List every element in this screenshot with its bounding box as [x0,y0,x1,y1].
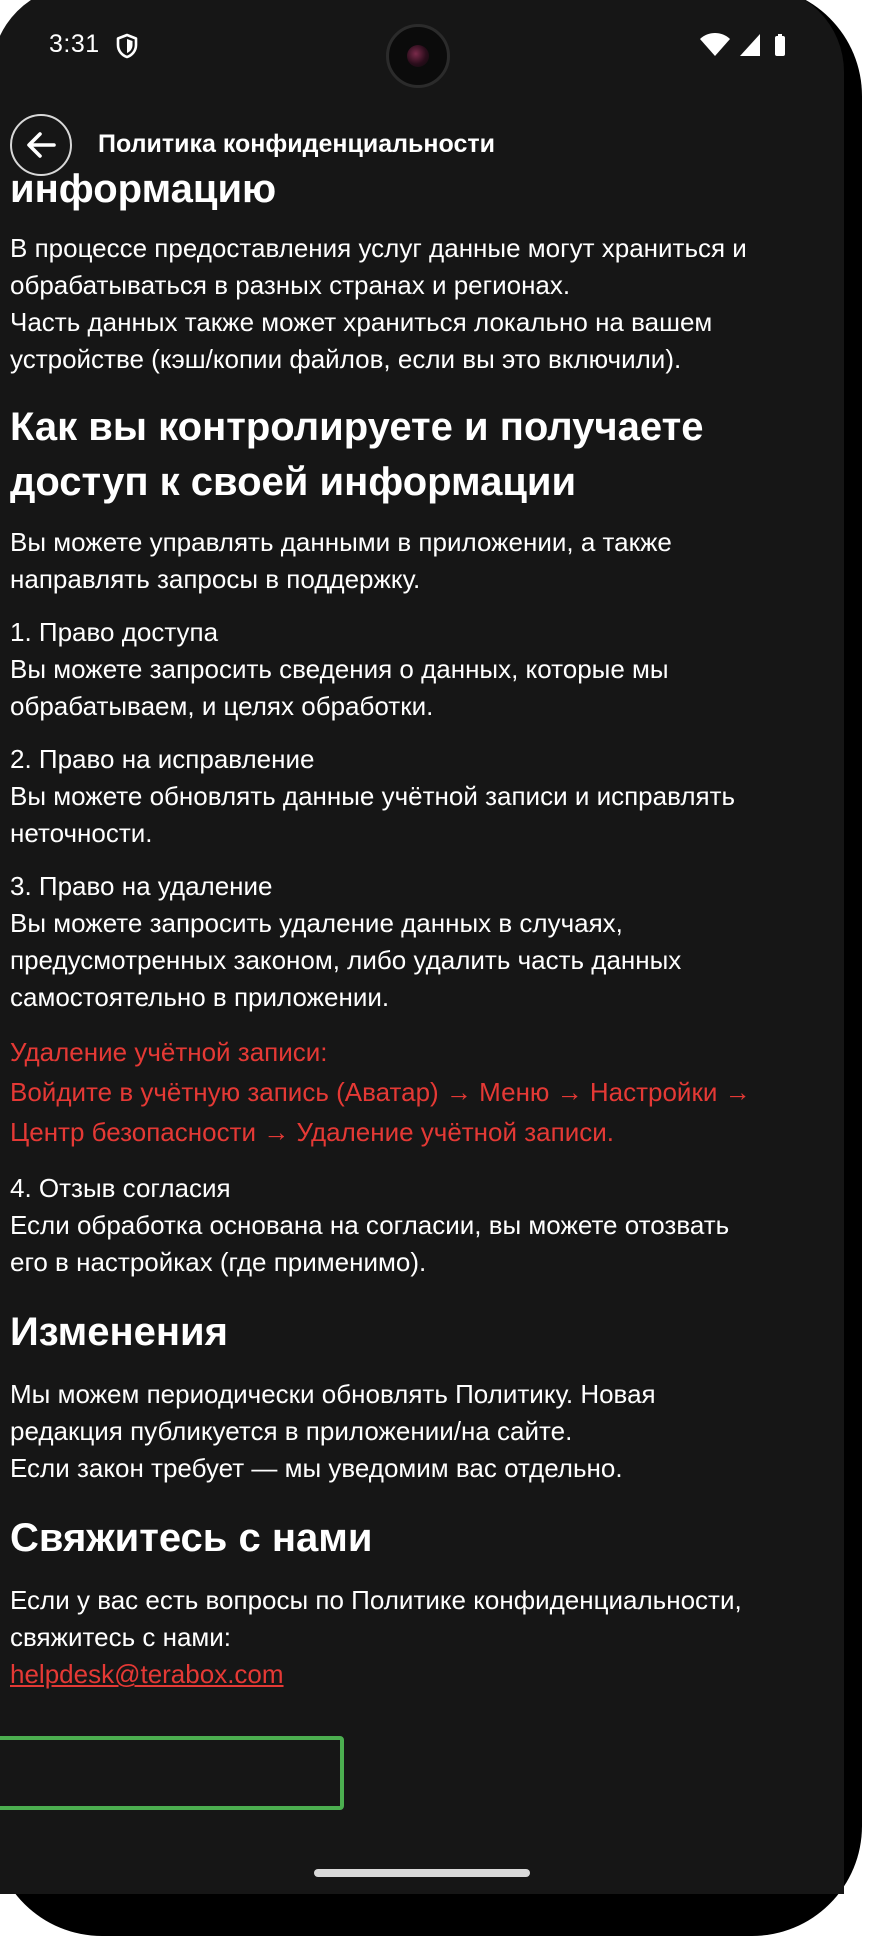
control-intro [10,524,820,598]
text-line: Мы можем периодически обновлять Политику. Новая [10,1379,656,1409]
status-bar [0,0,844,106]
text-line: Вы можете управлять данными в приложении, а также [10,527,672,557]
text-line: направлять запросы в поддержку. [10,564,421,594]
text-line: обрабатываем, и целях обработки. [10,691,434,721]
battery-icon [775,34,785,56]
arrow-left-icon [24,128,58,162]
text-line: Если обработка основана на согласии, вы можете отозвать [10,1210,730,1240]
account-deletion-instructions [10,1032,820,1152]
email-highlight-box [0,1736,344,1810]
contact-paragraph [10,1582,820,1656]
storage-paragraph [10,230,820,378]
withdraw-consent [10,1170,820,1281]
text-line: В процессе предоставления услуг данные могут храниться и [10,233,747,263]
text-line: Вы можете обновлять данные учётной записи и исправлять [10,781,736,811]
text-line: Если закон требует — мы уведомим вас отдельно. [10,1453,623,1483]
system-status-icons [700,32,796,58]
text-line: устройстве (кэш/копии файлов, если вы это включили). [10,344,682,374]
status-time: 3:31 [49,30,100,58]
gesture-nav-handle[interactable] [314,1869,530,1877]
text-line: обрабатываться в разных странах и регионах. [10,270,571,300]
shield-icon [115,33,139,59]
text-line: 1. Право доступа [10,617,219,647]
text-line: Удаление учётной записи: [10,1037,328,1067]
contact-heading: Свяжитесь с нами [10,1516,373,1560]
policy-content [10,167,820,1693]
contact-email-link[interactable]: helpdesk@terabox.com [10,1659,284,1689]
cellular-signal-icon [740,34,760,56]
heading-line: Как вы контролируете и получаете [10,405,704,449]
changes-paragraph [10,1376,820,1487]
text-line: Центр безопасности → Удаление учётной записи. [10,1117,614,1147]
text-line: предусмотренных законом, либо удалить часть данных [10,945,682,975]
wifi-icon [700,33,730,56]
front-camera [386,24,450,88]
text-line: свяжитесь с нами: [10,1622,232,1652]
text-line: 4. Отзыв согласия [10,1173,231,1203]
text-line: самостоятельно в приложении. [10,982,390,1012]
page-title: Политика конфиденциальности [98,130,495,158]
text-line: редакция публикуется в приложении/на сайте. [10,1416,573,1446]
text-line: неточности. [10,818,153,848]
control-heading [10,400,820,510]
text-line: Войдите в учётную запись (Аватар) → Меню → Настройки → [10,1077,751,1107]
section-heading-partial: информацию [10,167,277,211]
text-line: Вы можете запросить сведения о данных, которые мы [10,654,669,684]
heading-line: доступ к своей информации [10,460,577,504]
right-of-access [10,614,820,725]
right-of-deletion [10,868,820,1016]
right-of-correction [10,741,820,852]
text-line: 3. Право на удаление [10,871,273,901]
text-line: 2. Право на исправление [10,744,315,774]
text-line: Вы можете запросить удаление данных в случаях, [10,908,623,938]
text-line: Если у вас есть вопросы по Политике конфиденциальности, [10,1585,742,1615]
text-line: его в настройках (где применимо). [10,1247,427,1277]
changes-heading: Изменения [10,1310,228,1354]
text-line: Часть данных также может храниться локально на вашем [10,307,713,337]
